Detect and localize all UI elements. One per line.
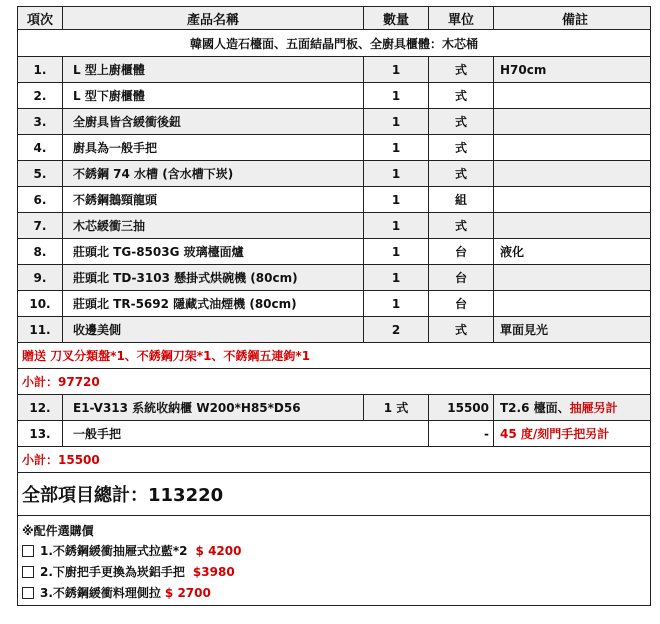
subtotal-row: [18, 447, 651, 473]
item-note: [494, 83, 651, 109]
item-name: E1-V313 系統收納櫃 W200*H85*D56: [63, 395, 364, 421]
item-qty: 1: [364, 291, 429, 317]
item-no: 8.: [18, 239, 63, 265]
item-unit: 台: [429, 291, 494, 317]
item-name: 莊頭北 TG-8503G 玻璃檯面爐: [63, 239, 364, 265]
header-no: 項次: [18, 7, 63, 30]
table-row: [18, 57, 651, 83]
option-price: $3980: [192, 564, 235, 579]
item-note: 液化: [494, 239, 651, 265]
table-row: [18, 291, 651, 317]
item-unit: 式: [429, 317, 494, 343]
header-name: 產品名稱: [63, 7, 364, 30]
item-note: 單面見光: [494, 317, 651, 343]
options-title: ※配件選購價: [22, 523, 94, 538]
item-note: [494, 291, 651, 317]
item-no: 3.: [18, 109, 63, 135]
item-no: 10.: [18, 291, 63, 317]
option-item: [22, 540, 650, 561]
item-qty: 1: [364, 213, 429, 239]
option-label: 2.下廚把手更換為崁鋁手把: [40, 565, 185, 579]
item-no: 5.: [18, 161, 63, 187]
option-item: [22, 561, 650, 582]
header-note: 備註: [494, 7, 651, 30]
item-qty: 2: [364, 317, 429, 343]
item-qty: 1: [364, 135, 429, 161]
item-no: 4.: [18, 135, 63, 161]
item-unit: 式: [429, 57, 494, 83]
item-name: L 型下廚櫃體: [63, 83, 364, 109]
table-row: [18, 239, 651, 265]
item-no: 13.: [18, 421, 63, 447]
item-name: 不銹鋼鵝頸龍頭: [63, 187, 364, 213]
item-no: 12.: [18, 395, 63, 421]
item-name: 莊頭北 TD-3103 懸掛式烘碗機 (80cm): [63, 265, 364, 291]
option-label: 3.不銹鋼緩衝料理側拉: [40, 586, 161, 600]
header-unit: 單位: [429, 7, 494, 30]
grand-total-text: 全部項目總計：113220: [18, 473, 651, 516]
options-cell: [18, 516, 651, 606]
table-row: [18, 265, 651, 291]
table-row: [18, 161, 651, 187]
table-row: [18, 395, 651, 421]
item-name: 木芯緩衝三抽: [63, 213, 364, 239]
option-checkbox[interactable]: [22, 587, 34, 599]
item-unit: 式: [429, 213, 494, 239]
header-row: [18, 7, 651, 30]
item-qty: 1: [364, 57, 429, 83]
item-qty: 1: [364, 239, 429, 265]
item-qty: 1: [364, 109, 429, 135]
item-note: H70cm: [494, 57, 651, 83]
item-no: 11.: [18, 317, 63, 343]
item-name: 一般手把: [63, 421, 429, 447]
subtotal-text: 小計：15500: [18, 447, 651, 473]
header-qty: 數量: [364, 7, 429, 30]
item-note: 45 度/刻門手把另計: [494, 421, 651, 447]
table-row: [18, 421, 651, 447]
gift-row: [18, 343, 651, 369]
option-label: 1.不銹鋼緩衝抽屜式拉藍*2: [40, 544, 188, 558]
subtotal-text: 小計：97720: [18, 369, 651, 395]
item-qty: 1: [364, 265, 429, 291]
table-row: [18, 135, 651, 161]
option-price: $ 2700: [164, 585, 211, 600]
option-checkbox[interactable]: [22, 545, 34, 557]
item-no: 1.: [18, 57, 63, 83]
table-row: [18, 187, 651, 213]
item-unit: 式: [429, 161, 494, 187]
subtotal-row: [18, 369, 651, 395]
item-qty: 1: [364, 83, 429, 109]
item-unit: 組: [429, 187, 494, 213]
category-row: [18, 30, 651, 57]
table-row: [18, 317, 651, 343]
item-unit: 式: [429, 109, 494, 135]
item-note: [494, 395, 651, 421]
item-note: [494, 161, 651, 187]
item-qty: 1: [364, 187, 429, 213]
option-item: [22, 582, 650, 603]
item-unit: 式: [429, 83, 494, 109]
note-red-text: 抽屜另計: [569, 401, 618, 415]
item-no: 2.: [18, 83, 63, 109]
item-note: [494, 213, 651, 239]
note-text: T2.6 檯面、: [500, 401, 570, 415]
item-note: [494, 135, 651, 161]
item-price: 15500: [429, 395, 494, 421]
table-row: [18, 109, 651, 135]
option-price: $ 4200: [195, 543, 242, 558]
item-name: 不銹鋼 74 水槽 (含水槽下崁): [63, 161, 364, 187]
item-name: L 型上廚櫃體: [63, 57, 364, 83]
category-text: 韓國人造石檯面、五面結晶門板、全廚具櫃體：木芯桶: [18, 30, 651, 57]
grand-total-row: [18, 473, 651, 516]
item-price: -: [429, 421, 494, 447]
option-checkbox[interactable]: [22, 566, 34, 578]
item-unit: 式: [429, 135, 494, 161]
item-name: 莊頭北 TR-5692 隱藏式油煙機 (80cm): [63, 291, 364, 317]
item-note: [494, 187, 651, 213]
item-note: [494, 265, 651, 291]
table-row: [18, 83, 651, 109]
item-no: 7.: [18, 213, 63, 239]
item-unit: 台: [429, 239, 494, 265]
item-name: 廚具為一般手把: [63, 135, 364, 161]
table-row: [18, 213, 651, 239]
item-name: 全廚具皆含緩衝後鈕: [63, 109, 364, 135]
item-unit: 台: [429, 265, 494, 291]
item-note: [494, 109, 651, 135]
item-no: 9.: [18, 265, 63, 291]
options-row: [18, 516, 651, 606]
item-qty: 1 式: [364, 395, 429, 421]
item-qty: 1: [364, 161, 429, 187]
gift-text: 贈送 刀叉分類盤*1、不銹鋼刀架*1、不銹鋼五連鉤*1: [18, 343, 651, 369]
item-no: 6.: [18, 187, 63, 213]
quote-table: [17, 6, 651, 606]
item-name: 收邊美側: [63, 317, 364, 343]
